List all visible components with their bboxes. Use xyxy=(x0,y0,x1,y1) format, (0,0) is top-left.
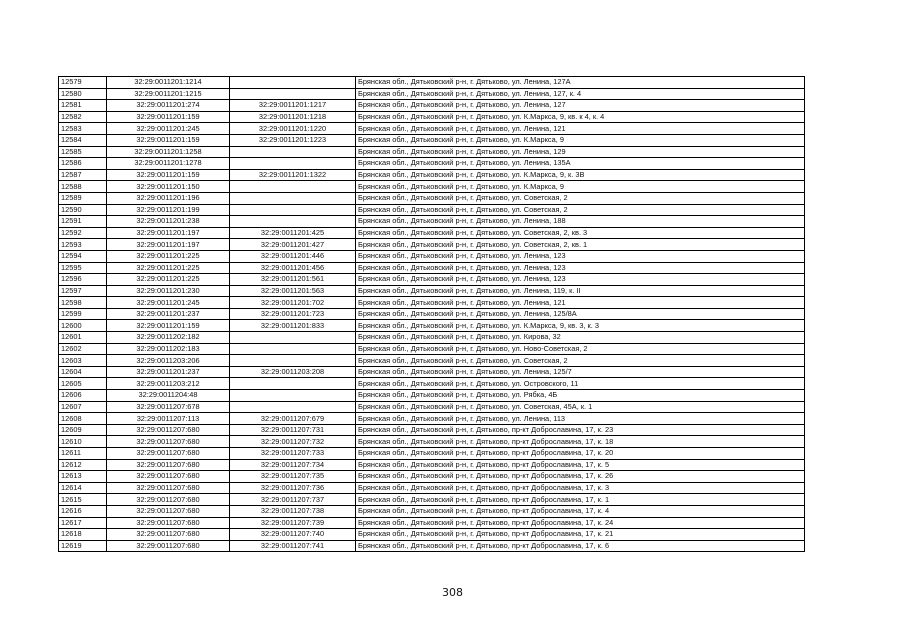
page-number: 308 xyxy=(442,586,463,599)
parent-cadastral-number-cell xyxy=(230,355,356,367)
cadastral-number-cell: 32:29:0011207:680 xyxy=(107,436,230,448)
row-number-cell: 12579 xyxy=(59,77,107,89)
address-cell: Брянская обл., Дятьковский р-н, г. Дятьково, ул. Ленина, 135А xyxy=(356,158,805,170)
address-cell: Брянская обл., Дятьковский р-н, г. Дятьково, пр-кт Доброславина, 17, к. 1 xyxy=(356,494,805,506)
table-row xyxy=(59,494,805,506)
row-number-cell: 12590 xyxy=(59,204,107,216)
table-row xyxy=(59,100,805,112)
parent-cadastral-number-cell: 32:29:0011207:733 xyxy=(230,448,356,460)
row-number-cell: 12606 xyxy=(59,390,107,402)
cadastral-number-cell: 32:29:0011203:206 xyxy=(107,355,230,367)
row-number-cell: 12604 xyxy=(59,366,107,378)
row-number-cell: 12603 xyxy=(59,355,107,367)
row-number-cell: 12608 xyxy=(59,413,107,425)
table-row xyxy=(59,332,805,344)
row-number-cell: 12599 xyxy=(59,308,107,320)
address-cell: Брянская обл., Дятьковский р-н, г. Дятьково, пр-кт Доброславина, 17, к. 20 xyxy=(356,448,805,460)
table-row xyxy=(59,216,805,228)
cadastral-number-cell: 32:29:0011201:1258 xyxy=(107,146,230,158)
table-row xyxy=(59,448,805,460)
cadastral-number-cell: 32:29:0011201:237 xyxy=(107,366,230,378)
address-cell: Брянская обл., Дятьковский р-н, г. Дятьково, ул. Советская, 45А, к. 1 xyxy=(356,401,805,413)
parent-cadastral-number-cell: 32:29:0011201:425 xyxy=(230,227,356,239)
address-cell: Брянская обл., Дятьковский р-н, г. Дятьково, ул. Ленина, 129 xyxy=(356,146,805,158)
parent-cadastral-number-cell: 32:29:0011201:561 xyxy=(230,274,356,286)
cadastral-number-cell: 32:29:0011207:680 xyxy=(107,529,230,541)
cadastral-number-cell: 32:29:0011207:680 xyxy=(107,471,230,483)
parent-cadastral-number-cell xyxy=(230,216,356,228)
address-cell: Брянская обл., Дятьковский р-н, г. Дятьково, ул. Островского, 11 xyxy=(356,378,805,390)
table-row xyxy=(59,297,805,309)
parent-cadastral-number-cell: 32:29:0011201:1322 xyxy=(230,169,356,181)
parent-cadastral-number-cell xyxy=(230,390,356,402)
table-row xyxy=(59,343,805,355)
cadastral-number-cell: 32:29:0011201:1215 xyxy=(107,88,230,100)
address-cell: Брянская обл., Дятьковский р-н, г. Дятьково, ул. Ленина, 127, к. 4 xyxy=(356,88,805,100)
row-number-cell: 12602 xyxy=(59,343,107,355)
parent-cadastral-number-cell xyxy=(230,332,356,344)
parent-cadastral-number-cell xyxy=(230,77,356,89)
cadastral-number-cell: 32:29:0011207:678 xyxy=(107,401,230,413)
row-number-cell: 12617 xyxy=(59,517,107,529)
parent-cadastral-number-cell: 32:29:0011207:734 xyxy=(230,459,356,471)
table-row xyxy=(59,459,805,471)
address-cell: Брянская обл., Дятьковский р-н, г. Дятьково, ул. Ленина, 127А xyxy=(356,77,805,89)
parent-cadastral-number-cell xyxy=(230,146,356,158)
cadastral-number-cell: 32:29:0011201:159 xyxy=(107,169,230,181)
parent-cadastral-number-cell: 32:29:0011201:456 xyxy=(230,262,356,274)
address-cell: Брянская обл., Дятьковский р-н, г. Дятьково, пр-кт Доброславина, 17, к. 23 xyxy=(356,424,805,436)
cadastral-number-cell: 32:29:0011207:680 xyxy=(107,540,230,552)
table-row xyxy=(59,134,805,146)
address-cell: Брянская обл., Дятьковский р-н, г. Дятьково, ул. Рябка, 4Б xyxy=(356,390,805,402)
parent-cadastral-number-cell: 32:29:0011201:563 xyxy=(230,285,356,297)
cadastral-number-cell: 32:29:0011201:150 xyxy=(107,181,230,193)
table-row xyxy=(59,262,805,274)
address-cell: Брянская обл., Дятьковский р-н, г. Дятьково, пр-кт Доброславина, 17, к. 4 xyxy=(356,505,805,517)
row-number-cell: 12580 xyxy=(59,88,107,100)
row-number-cell: 12595 xyxy=(59,262,107,274)
cadastral-number-cell: 32:29:0011207:680 xyxy=(107,459,230,471)
cadastral-number-cell: 32:29:0011201:1214 xyxy=(107,77,230,89)
address-cell: Брянская обл., Дятьковский р-н, г. Дятьково, ул. Ленина, 127 xyxy=(356,100,805,112)
parent-cadastral-number-cell xyxy=(230,378,356,390)
address-cell: Брянская обл., Дятьковский р-н, г. Дятьково, ул. Ленина, 125/8А xyxy=(356,308,805,320)
cadastral-number-cell: 32:29:0011202:183 xyxy=(107,343,230,355)
row-number-cell: 12605 xyxy=(59,378,107,390)
row-number-cell: 12582 xyxy=(59,111,107,123)
parent-cadastral-number-cell: 32:29:0011207:739 xyxy=(230,517,356,529)
table-row xyxy=(59,436,805,448)
parent-cadastral-number-cell: 32:29:0011201:1223 xyxy=(230,134,356,146)
address-cell: Брянская обл., Дятьковский р-н, г. Дятьково, ул. К.Маркса, 9, кв. 3, к. 3 xyxy=(356,320,805,332)
row-number-cell: 12587 xyxy=(59,169,107,181)
row-number-cell: 12586 xyxy=(59,158,107,170)
parent-cadastral-number-cell: 32:29:0011201:1218 xyxy=(230,111,356,123)
cadastral-number-cell: 32:29:0011201:237 xyxy=(107,308,230,320)
parent-cadastral-number-cell xyxy=(230,181,356,193)
cadastral-number-cell: 32:29:0011201:230 xyxy=(107,285,230,297)
address-cell: Брянская обл., Дятьковский р-н, г. Дятьково, ул. Ленина, 123 xyxy=(356,250,805,262)
row-number-cell: 12591 xyxy=(59,216,107,228)
cadastral-number-cell: 32:29:0011201:245 xyxy=(107,297,230,309)
row-number-cell: 12593 xyxy=(59,239,107,251)
table-row xyxy=(59,169,805,181)
cadastral-number-cell: 32:29:0011201:159 xyxy=(107,111,230,123)
parent-cadastral-number-cell: 32:29:0011201:1220 xyxy=(230,123,356,135)
row-number-cell: 12618 xyxy=(59,529,107,541)
address-cell: Брянская обл., Дятьковский р-н, г. Дятьково, пр-кт Доброславина, 17, к. 18 xyxy=(356,436,805,448)
parent-cadastral-number-cell: 32:29:0011207:679 xyxy=(230,413,356,425)
cadastral-number-cell: 32:29:0011201:225 xyxy=(107,262,230,274)
address-cell: Брянская обл., Дятьковский р-н, г. Дятьково, пр-кт Доброславина, 17, к. 3 xyxy=(356,482,805,494)
row-number-cell: 12607 xyxy=(59,401,107,413)
address-cell: Брянская обл., Дятьковский р-н, г. Дятьково, ул. Советская, 2 xyxy=(356,204,805,216)
cadastral-number-cell: 32:29:0011207:680 xyxy=(107,517,230,529)
cadastral-number-cell: 32:29:0011201:245 xyxy=(107,123,230,135)
address-cell: Брянская обл., Дятьковский р-н, г. Дятьково, ул. Ново-Советская, 2 xyxy=(356,343,805,355)
property-registry-table xyxy=(58,76,805,552)
address-cell: Брянская обл., Дятьковский р-н, г. Дятьково, ул. Ленина, 121 xyxy=(356,297,805,309)
cadastral-number-cell: 32:29:0011207:680 xyxy=(107,424,230,436)
address-cell: Брянская обл., Дятьковский р-н, г. Дятьково, пр-кт Доброславина, 17, к. 5 xyxy=(356,459,805,471)
table-row xyxy=(59,355,805,367)
row-number-cell: 12584 xyxy=(59,134,107,146)
cadastral-number-cell: 32:29:0011203:212 xyxy=(107,378,230,390)
parent-cadastral-number-cell: 32:29:0011207:738 xyxy=(230,505,356,517)
table-row xyxy=(59,320,805,332)
table-row xyxy=(59,158,805,170)
table-row xyxy=(59,146,805,158)
address-cell: Брянская обл., Дятьковский р-н, г. Дятьково, ул. Ленина, 125/7 xyxy=(356,366,805,378)
parent-cadastral-number-cell: 32:29:0011207:736 xyxy=(230,482,356,494)
table-row xyxy=(59,239,805,251)
row-number-cell: 12585 xyxy=(59,146,107,158)
address-cell: Брянская обл., Дятьковский р-н, г. Дятьково, ул. Ленина, 123 xyxy=(356,262,805,274)
table-row xyxy=(59,505,805,517)
table-row xyxy=(59,378,805,390)
table-row xyxy=(59,192,805,204)
table-row xyxy=(59,424,805,436)
address-cell: Брянская обл., Дятьковский р-н, г. Дятьково, ул. Кирова, 32 xyxy=(356,332,805,344)
row-number-cell: 12601 xyxy=(59,332,107,344)
address-cell: Брянская обл., Дятьковский р-н, г. Дятьково, ул. Ленина, 113 xyxy=(356,413,805,425)
parent-cadastral-number-cell xyxy=(230,158,356,170)
address-cell: Брянская обл., Дятьковский р-н, г. Дятьково, ул. Советская, 2, кв. 3 xyxy=(356,227,805,239)
parent-cadastral-number-cell: 32:29:0011201:833 xyxy=(230,320,356,332)
table-row xyxy=(59,285,805,297)
row-number-cell: 12588 xyxy=(59,181,107,193)
row-number-cell: 12616 xyxy=(59,505,107,517)
parent-cadastral-number-cell xyxy=(230,401,356,413)
parent-cadastral-number-cell xyxy=(230,88,356,100)
address-cell: Брянская обл., Дятьковский р-н, г. Дятьково, пр-кт Доброславина, 17, к. 6 xyxy=(356,540,805,552)
parent-cadastral-number-cell: 32:29:0011201:723 xyxy=(230,308,356,320)
table-row xyxy=(59,540,805,552)
cadastral-number-cell: 32:29:0011207:113 xyxy=(107,413,230,425)
address-cell: Брянская обл., Дятьковский р-н, г. Дятьково, ул. К.Маркса, 9, кв. к 4, к. 4 xyxy=(356,111,805,123)
address-cell: Брянская обл., Дятьковский р-н, г. Дятьково, ул. К.Маркса, 9 xyxy=(356,134,805,146)
row-number-cell: 12581 xyxy=(59,100,107,112)
table-row xyxy=(59,111,805,123)
table-row xyxy=(59,77,805,89)
address-cell: Брянская обл., Дятьковский р-н, г. Дятьково, пр-кт Доброславина, 17, к. 24 xyxy=(356,517,805,529)
table-row xyxy=(59,250,805,262)
cadastral-number-cell: 32:29:0011201:225 xyxy=(107,250,230,262)
parent-cadastral-number-cell: 32:29:0011201:427 xyxy=(230,239,356,251)
address-cell: Брянская обл., Дятьковский р-н, г. Дятьково, ул. Ленина, 119, к. II xyxy=(356,285,805,297)
parent-cadastral-number-cell: 32:29:0011207:731 xyxy=(230,424,356,436)
table-row xyxy=(59,274,805,286)
row-number-cell: 12612 xyxy=(59,459,107,471)
parent-cadastral-number-cell: 32:29:0011203:208 xyxy=(230,366,356,378)
row-number-cell: 12600 xyxy=(59,320,107,332)
table-row xyxy=(59,181,805,193)
parent-cadastral-number-cell: 32:29:0011201:1217 xyxy=(230,100,356,112)
table-row xyxy=(59,529,805,541)
table-row xyxy=(59,204,805,216)
row-number-cell: 12611 xyxy=(59,448,107,460)
cadastral-number-cell: 32:29:0011201:197 xyxy=(107,239,230,251)
row-number-cell: 12596 xyxy=(59,274,107,286)
parent-cadastral-number-cell xyxy=(230,192,356,204)
cadastral-number-cell: 32:29:0011202:182 xyxy=(107,332,230,344)
address-cell: Брянская обл., Дятьковский р-н, г. Дятьково, ул. Советская, 2, кв. 1 xyxy=(356,239,805,251)
row-number-cell: 12609 xyxy=(59,424,107,436)
cadastral-number-cell: 32:29:0011201:159 xyxy=(107,320,230,332)
address-cell: Брянская обл., Дятьковский р-н, г. Дятьково, пр-кт Доброславина, 17, к. 21 xyxy=(356,529,805,541)
address-cell: Брянская обл., Дятьковский р-н, г. Дятьково, ул. Ленина, 123 xyxy=(356,274,805,286)
parent-cadastral-number-cell: 32:29:0011207:741 xyxy=(230,540,356,552)
table-row xyxy=(59,413,805,425)
parent-cadastral-number-cell xyxy=(230,343,356,355)
cadastral-number-cell: 32:29:0011201:274 xyxy=(107,100,230,112)
address-cell: Брянская обл., Дятьковский р-н, г. Дятьково, ул. Советская, 2 xyxy=(356,192,805,204)
table-row xyxy=(59,517,805,529)
registry-table-body xyxy=(59,77,805,552)
table-row xyxy=(59,308,805,320)
address-cell: Брянская обл., Дятьковский р-н, г. Дятьково, пр-кт Доброславина, 17, к. 26 xyxy=(356,471,805,483)
row-number-cell: 12597 xyxy=(59,285,107,297)
parent-cadastral-number-cell: 32:29:0011207:735 xyxy=(230,471,356,483)
address-cell: Брянская обл., Дятьковский р-н, г. Дятьково, ул. Ленина, 188 xyxy=(356,216,805,228)
cadastral-number-cell: 32:29:0011201:197 xyxy=(107,227,230,239)
cadastral-number-cell: 32:29:0011201:196 xyxy=(107,192,230,204)
parent-cadastral-number-cell: 32:29:0011207:740 xyxy=(230,529,356,541)
table-row xyxy=(59,227,805,239)
table-row xyxy=(59,366,805,378)
cadastral-number-cell: 32:29:0011201:159 xyxy=(107,134,230,146)
parent-cadastral-number-cell: 32:29:0011201:446 xyxy=(230,250,356,262)
cadastral-number-cell: 32:29:0011207:680 xyxy=(107,505,230,517)
parent-cadastral-number-cell: 32:29:0011201:702 xyxy=(230,297,356,309)
row-number-cell: 12614 xyxy=(59,482,107,494)
address-cell: Брянская обл., Дятьковский р-н, г. Дятьково, ул. К.Маркса, 9, к. 3В xyxy=(356,169,805,181)
row-number-cell: 12598 xyxy=(59,297,107,309)
cadastral-number-cell: 32:29:0011201:199 xyxy=(107,204,230,216)
cadastral-number-cell: 32:29:0011204:48 xyxy=(107,390,230,402)
table-row xyxy=(59,390,805,402)
cadastral-number-cell: 32:29:0011207:680 xyxy=(107,448,230,460)
address-cell: Брянская обл., Дятьковский р-н, г. Дятьково, ул. К.Маркса, 9 xyxy=(356,181,805,193)
row-number-cell: 12613 xyxy=(59,471,107,483)
row-number-cell: 12589 xyxy=(59,192,107,204)
cadastral-number-cell: 32:29:0011207:680 xyxy=(107,494,230,506)
parent-cadastral-number-cell: 32:29:0011207:737 xyxy=(230,494,356,506)
address-cell: Брянская обл., Дятьковский р-н, г. Дятьково, ул. Ленина, 121 xyxy=(356,123,805,135)
address-cell: Брянская обл., Дятьковский р-н, г. Дятьково, ул. Советская, 2 xyxy=(356,355,805,367)
row-number-cell: 12619 xyxy=(59,540,107,552)
table-row xyxy=(59,401,805,413)
parent-cadastral-number-cell xyxy=(230,204,356,216)
table-row xyxy=(59,482,805,494)
table-row xyxy=(59,88,805,100)
cadastral-number-cell: 32:29:0011201:225 xyxy=(107,274,230,286)
row-number-cell: 12592 xyxy=(59,227,107,239)
cadastral-number-cell: 32:29:0011201:238 xyxy=(107,216,230,228)
row-number-cell: 12615 xyxy=(59,494,107,506)
row-number-cell: 12583 xyxy=(59,123,107,135)
cadastral-number-cell: 32:29:0011207:680 xyxy=(107,482,230,494)
parent-cadastral-number-cell: 32:29:0011207:732 xyxy=(230,436,356,448)
table-row xyxy=(59,123,805,135)
table-row xyxy=(59,471,805,483)
row-number-cell: 12610 xyxy=(59,436,107,448)
cadastral-number-cell: 32:29:0011201:1278 xyxy=(107,158,230,170)
row-number-cell: 12594 xyxy=(59,250,107,262)
